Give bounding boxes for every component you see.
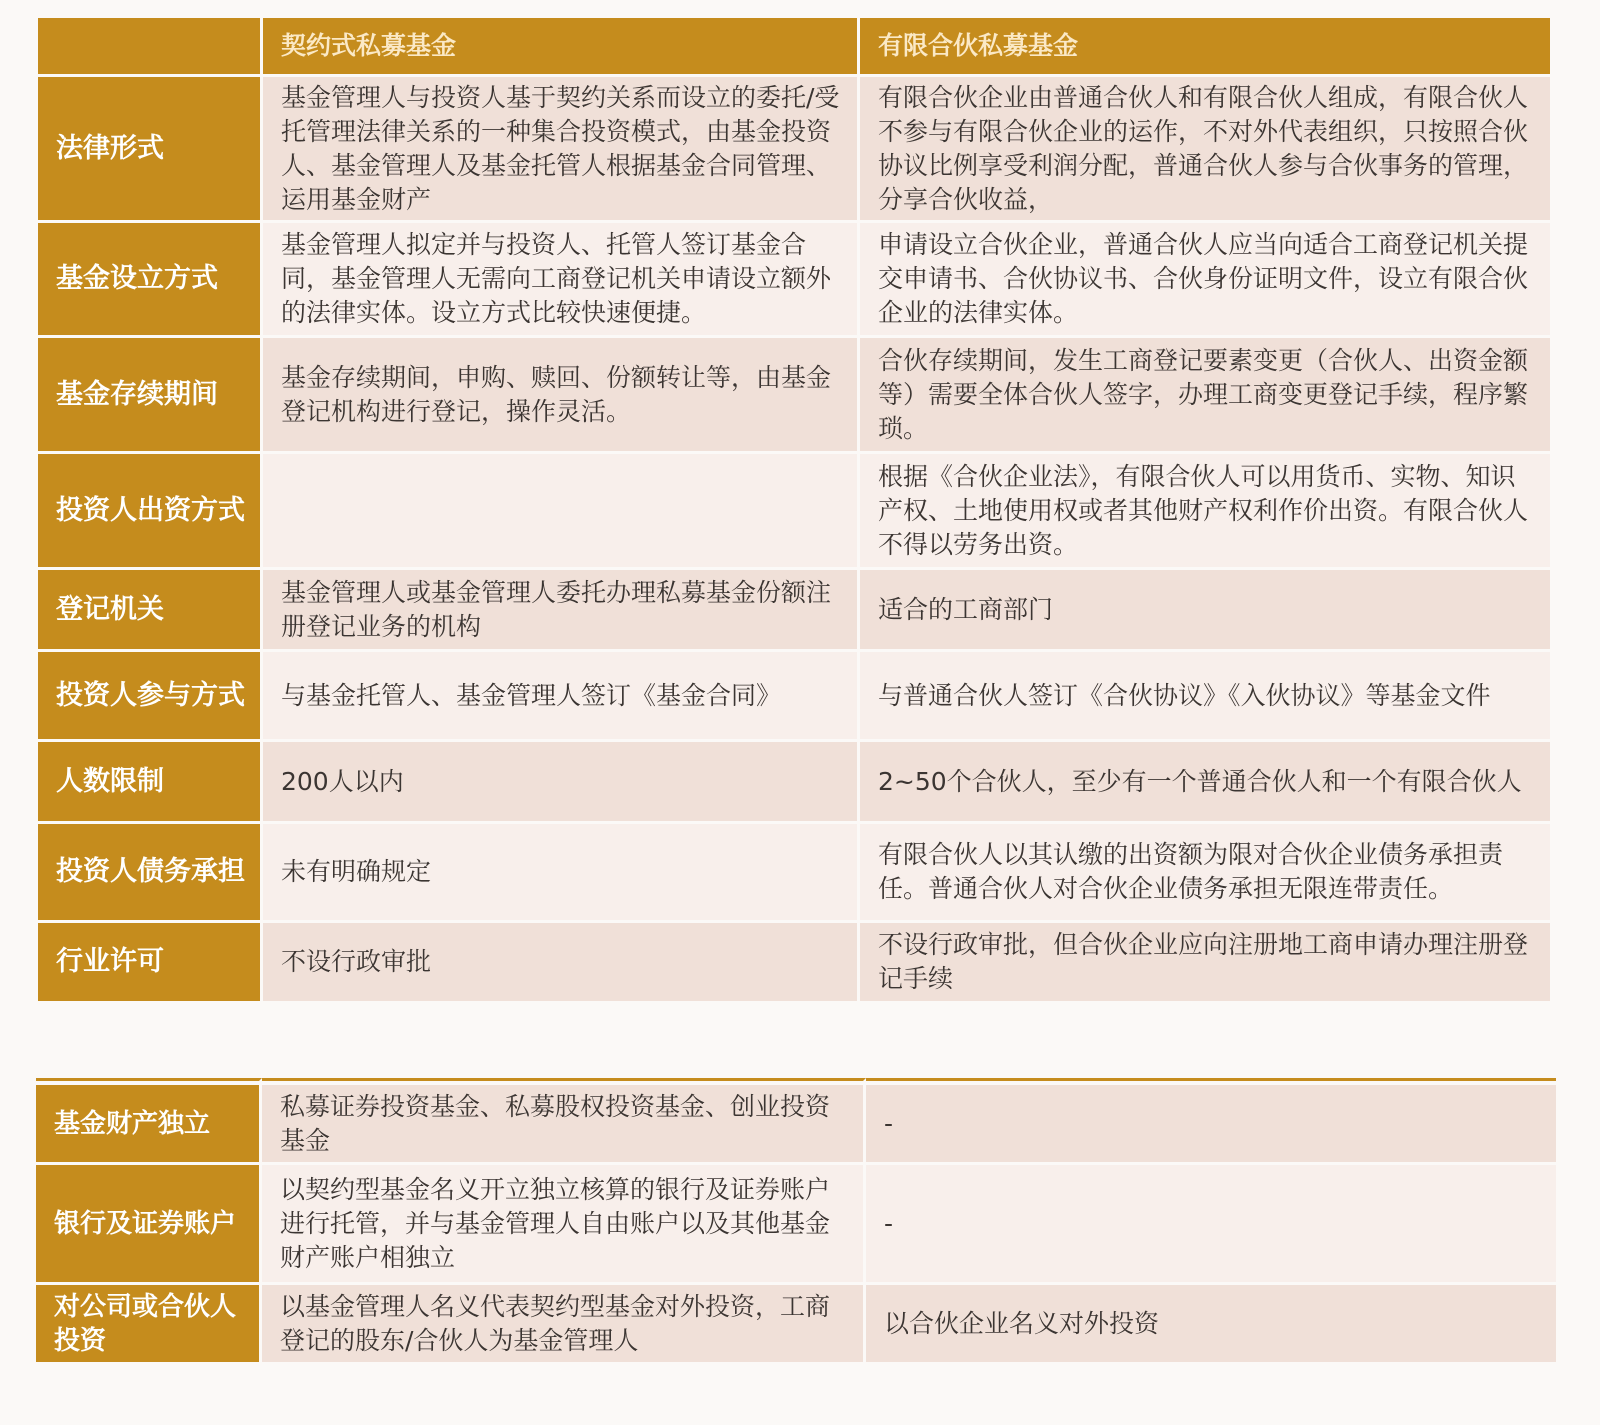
row-label: 基金财产独立 — [36, 1085, 262, 1165]
contract-cell: 基金管理人或基金管理人委托办理私募基金份额注册登记业务的机构 — [263, 570, 860, 652]
contract-cell: 基金管理人与投资人基于契约关系而设立的委托/受托管理法律关系的一种集合投资模式，由基金投资人、基金管理人及基金托管人根据基金合同管理、运用基金财产 — [263, 77, 860, 223]
table-row — [36, 1085, 1556, 1165]
partnership-cell: 根据《合伙企业法》，有限合伙人可以用货币、实物、知识产权、土地使用权或者其他财产权利作价出资。有限合伙人不得以劳务出资。 — [860, 454, 1550, 570]
row-label: 银行及证券账户 — [36, 1165, 262, 1285]
partnership-cell: 2~50个合伙人，至少有一个普通合伙人和一个有限合伙人 — [860, 742, 1550, 824]
contract-cell: 200人以内 — [263, 742, 860, 824]
table-row — [38, 77, 1550, 223]
contract-cell: 私募证券投资基金、私募股权投资基金、创业投资基金 — [262, 1085, 866, 1165]
table-row — [38, 338, 1550, 454]
header-contract-fund: 契约式私募基金 — [263, 18, 860, 77]
row-label: 基金存续期间 — [38, 338, 263, 454]
rule-segment — [36, 1078, 262, 1085]
rule-segment — [262, 1078, 866, 1085]
partnership-cell: 以合伙企业名义对外投资 — [866, 1285, 1556, 1365]
table-top-rule — [36, 1078, 1556, 1085]
header-row — [38, 18, 1550, 77]
table-row — [38, 570, 1550, 652]
table-row — [38, 454, 1550, 570]
contract-cell: 以基金管理人名义代表契约型基金对外投资，工商登记的股东/合伙人为基金管理人 — [262, 1285, 866, 1365]
contract-cell: 未有明确规定 — [263, 824, 860, 923]
table-row — [38, 742, 1550, 824]
row-label: 登记机关 — [38, 570, 263, 652]
table-row — [36, 1165, 1556, 1285]
partnership-cell: 合伙存续期间，发生工商登记要素变更（合伙人、出资金额等）需要全体合伙人签字，办理工商变更登记手续，程序繁琐。 — [860, 338, 1550, 454]
table-row — [38, 223, 1550, 338]
contract-cell: 基金管理人拟定并与投资人、托管人签订基金合同，基金管理人无需向工商登记机关申请设立额外的法律实体。设立方式比较快速便捷。 — [263, 223, 860, 338]
partnership-cell: 不设行政审批，但合伙企业应向注册地工商申请办理注册登记手续 — [860, 923, 1550, 1004]
partnership-cell: - — [866, 1085, 1556, 1165]
table-row — [38, 824, 1550, 923]
contract-cell: 以契约型基金名义开立独立核算的银行及证券账户进行托管，并与基金管理人自由账户以及其他基金财产账户相独立 — [262, 1165, 866, 1285]
contract-cell: 不设行政审批 — [263, 923, 860, 1004]
row-label: 投资人债务承担 — [38, 824, 263, 923]
table-row — [36, 1285, 1556, 1365]
table-row — [38, 923, 1550, 1004]
row-label: 行业许可 — [38, 923, 263, 1004]
partnership-cell: 有限合伙人以其认缴的出资额为限对合伙企业债务承担责任。普通合伙人对合伙企业债务承担无限连带责任。 — [860, 824, 1550, 923]
partnership-cell: 有限合伙企业由普通合伙人和有限合伙人组成，有限合伙人不参与有限合伙企业的运作，不对外代表组织，只按照合伙协议比例享受利润分配，普通合伙人参与合伙事务的管理，分享合伙收益， — [860, 77, 1550, 223]
rule-segment — [866, 1078, 1556, 1085]
row-label: 投资人出资方式 — [38, 454, 263, 570]
partnership-cell: 适合的工商部门 — [860, 570, 1550, 652]
partnership-cell: - — [866, 1165, 1556, 1285]
contract-cell: 与基金托管人、基金管理人签订《基金合同》 — [263, 652, 860, 742]
comparison-table-main — [38, 18, 1550, 1004]
partnership-cell: 与普通合伙人签订《合伙协议》《入伙协议》等基金文件 — [860, 652, 1550, 742]
partnership-cell: 申请设立合伙企业，普通合伙人应当向适合工商登记机关提交申请书、合伙协议书、合伙身份证明文件，设立有限合伙企业的法律实体。 — [860, 223, 1550, 338]
contract-cell: 基金存续期间，申购、赎回、份额转让等，由基金登记机构进行登记，操作灵活。 — [263, 338, 860, 454]
row-label: 基金设立方式 — [38, 223, 263, 338]
row-label: 人数限制 — [38, 742, 263, 824]
row-label: 投资人参与方式 — [38, 652, 263, 742]
header-partnership-fund: 有限合伙私募基金 — [860, 18, 1550, 77]
row-label: 法律形式 — [38, 77, 263, 223]
comparison-table-secondary — [36, 1078, 1556, 1365]
contract-cell — [263, 454, 860, 570]
row-label: 对公司或合伙人投资 — [36, 1285, 262, 1365]
header-corner — [38, 18, 263, 77]
table-row — [38, 652, 1550, 742]
